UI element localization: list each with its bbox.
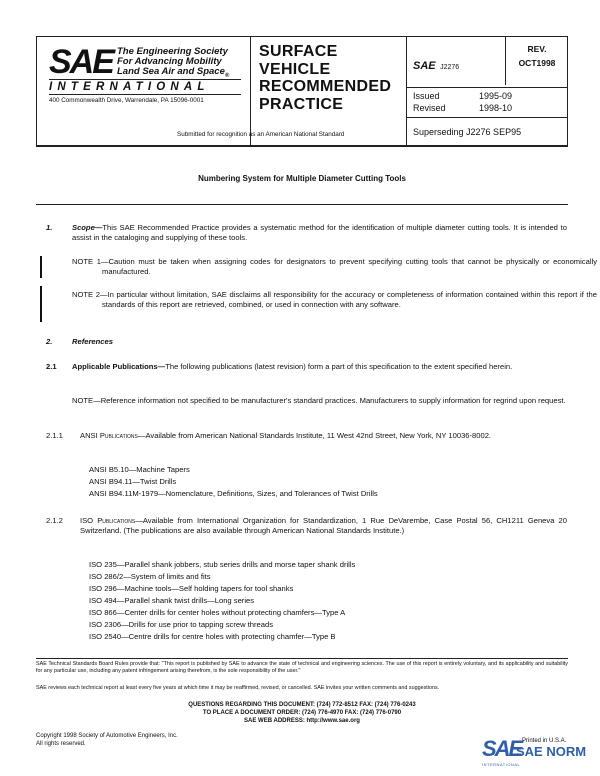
doc-type-line-4: PRACTICE — [259, 95, 344, 113]
address: 400 Commonwealth Drive, Warrendale, PA 15096-0001 — [49, 97, 204, 104]
footer-rights: All rights reserved. — [36, 741, 86, 747]
section-2-1-1-text: —Available from American National Standards Institute, 11 West 42nd Street, New York, NY 10036-8002. — [137, 431, 492, 440]
footer-policy-2: SAE reviews each technical report at least every five years at which time it may be reaffirmed, revised, or cancelled. SAE invites your written comments and suggestions. — [36, 685, 440, 691]
note-1: NOTE 1—Caution must be taken when assigning codes for designators to prevent specifying cutting tools that cannot be physically or economically manufactured. — [72, 257, 597, 276]
doc-number — [413, 56, 459, 74]
section-2-1-number: 2.1 — [46, 362, 57, 371]
note-reference: NOTE—Reference information not specified to be manufacturer's standard practices. Manufacturers to supply information for regrind upon request. — [72, 396, 566, 405]
superseding: Superseding J2276 SEP95 — [413, 127, 522, 137]
section-2-heading: References — [72, 337, 113, 346]
logo-rule — [49, 79, 241, 80]
revised-label: Revised — [413, 103, 446, 113]
iso-item-6: ISO 2306—Drills for use prior to tapping screw threads — [89, 620, 274, 629]
section-1-text: This SAE Recommended Practice provides a systematic method for the identification of multiple diameter cutting tools. It is intended to assist in the cataloging and supplying of these tools. — [72, 223, 567, 242]
section-2-1-1-number: 2.1.1 — [46, 431, 63, 440]
doc-id: J2276 — [440, 64, 460, 71]
section-2-1-2 — [80, 516, 567, 536]
section-1-number: 1. — [46, 223, 53, 232]
section-1-scope — [72, 223, 567, 243]
document-title: Numbering System for Multiple Diameter Cutting Tools — [198, 174, 406, 183]
sae-logo — [49, 45, 113, 79]
footer-printed: Printed in U.S.A. — [522, 738, 567, 744]
section-2-1-2-heading: ISO Publications — [80, 516, 136, 525]
tagline-line-1: The Engineering Society — [117, 46, 228, 57]
footer-questions: QUESTIONS REGARDING THIS DOCUMENT: (724) 772-8512 FAX: (724) 776-0243 — [188, 702, 416, 708]
header-box — [36, 36, 568, 146]
sae-norm-watermark — [482, 736, 587, 770]
iso-item-7: ISO 2540—Centre drills for centre holes with protecting chamfer—Type B — [89, 632, 336, 641]
rev-label: REV. — [527, 44, 547, 54]
tagline-line-3: Land Sea Air and Space — [117, 66, 225, 77]
submitted-note: Submitted for recognition as an American National Standard — [177, 131, 345, 138]
international-label: INTERNATIONAL — [49, 81, 210, 93]
doc-type-line-3: RECOMMENDED — [259, 78, 392, 95]
ansi-item-2: ANSI B94.11—Twist Drills — [89, 477, 177, 486]
logo-tagline — [117, 47, 229, 81]
section-2-1 — [72, 362, 567, 372]
section-1-heading: Scope— — [72, 223, 103, 232]
section-2-1-text: The following publications (latest revision) form a part of this specification to the extent specified herein. — [165, 362, 513, 371]
tagline-line-2: For Advancing Mobility — [117, 56, 222, 67]
footer-copyright: Copyright 1998 Society of Automotive Engineers, Inc. — [36, 733, 178, 739]
section-2-number: 2. — [46, 337, 53, 346]
title-rule-bottom — [36, 204, 568, 205]
ansi-item-3: ANSI B94.11M-1979—Nomenclature, Definitions, Sizes, and Tolerances of Twist Drills — [89, 489, 378, 498]
change-bar-1 — [40, 256, 42, 278]
watermark-logo-mark: SAE — [482, 736, 522, 761]
title-rule-top — [36, 146, 568, 147]
section-2-1-2-number: 2.1.2 — [46, 516, 63, 525]
registered-mark: ® — [224, 72, 230, 79]
section-2-1-1 — [80, 431, 567, 441]
watermark-sub: INTERNATIONAL — [482, 762, 521, 767]
change-bar-2 — [40, 286, 42, 322]
iso-item-5: ISO 866—Center drills for center holes without protecting chamfers—Type A — [89, 608, 346, 617]
issued-label: Issued — [413, 91, 440, 101]
ansi-item-1: ANSI B5.10—Machine Tapers — [89, 465, 190, 474]
doc-type-line-2: VEHICLE — [259, 60, 331, 78]
rev-value: OCT1998 — [518, 58, 556, 68]
footer-order: TO PLACE A DOCUMENT ORDER: (724) 776-4970 FAX: (724) 776-0790 — [202, 710, 402, 716]
iso-item-3: ISO 296—Machine tools—Self holding tapers for tool shanks — [89, 584, 294, 593]
doc-type — [259, 43, 391, 113]
issued-value: 1995-09 — [479, 91, 513, 101]
iso-item-1: ISO 235—Parallel shank jobbers, stub series drills and morse taper shank drills — [89, 560, 356, 569]
footer-web: SAE WEB ADDRESS: http://www.sae.org — [244, 718, 360, 724]
section-2-1-2-text: —Available from International Organization for Standardization, 1 Rue DeVarembe, Case Postal 56, CH1211 Geneva 20 Switzerland. (The publications are also available through American National Standards Institute.) — [80, 516, 567, 535]
footer-policy-1: SAE Technical Standards Board Rules provide that: "This report is published by SAE to advance the state of technical and engineering sciences. The use of this report is entirely voluntary, and its applicability and suitability for any particular use, including any patent infringement arising therefrom, is the sole responsibility of the user." — [36, 661, 568, 674]
iso-item-2: ISO 286/2—System of limits and fits — [89, 572, 211, 581]
footer-rule — [36, 658, 568, 659]
section-2-1-heading: Applicable Publications— — [72, 362, 166, 371]
logo-rule-2 — [49, 94, 241, 95]
watermark-text: SAE NORM — [516, 744, 587, 759]
sae-logo-mark: SAE — [49, 43, 113, 81]
doc-type-line-1: SURFACE — [259, 43, 338, 60]
note-2: NOTE 2—In particular without limitation, SAE disclaims all responsibility for the accuracy or completeness of information contained within this report if the standards of this report are retrieved, combined, or used in connection with any software. — [72, 290, 597, 309]
revised-value: 1998-10 — [479, 103, 513, 113]
section-2-1-1-heading: ANSI Publications — [80, 431, 138, 440]
iso-item-4: ISO 494—Parallel shank twist drills—Long series — [89, 596, 255, 605]
doc-prefix: SAE — [413, 60, 436, 72]
